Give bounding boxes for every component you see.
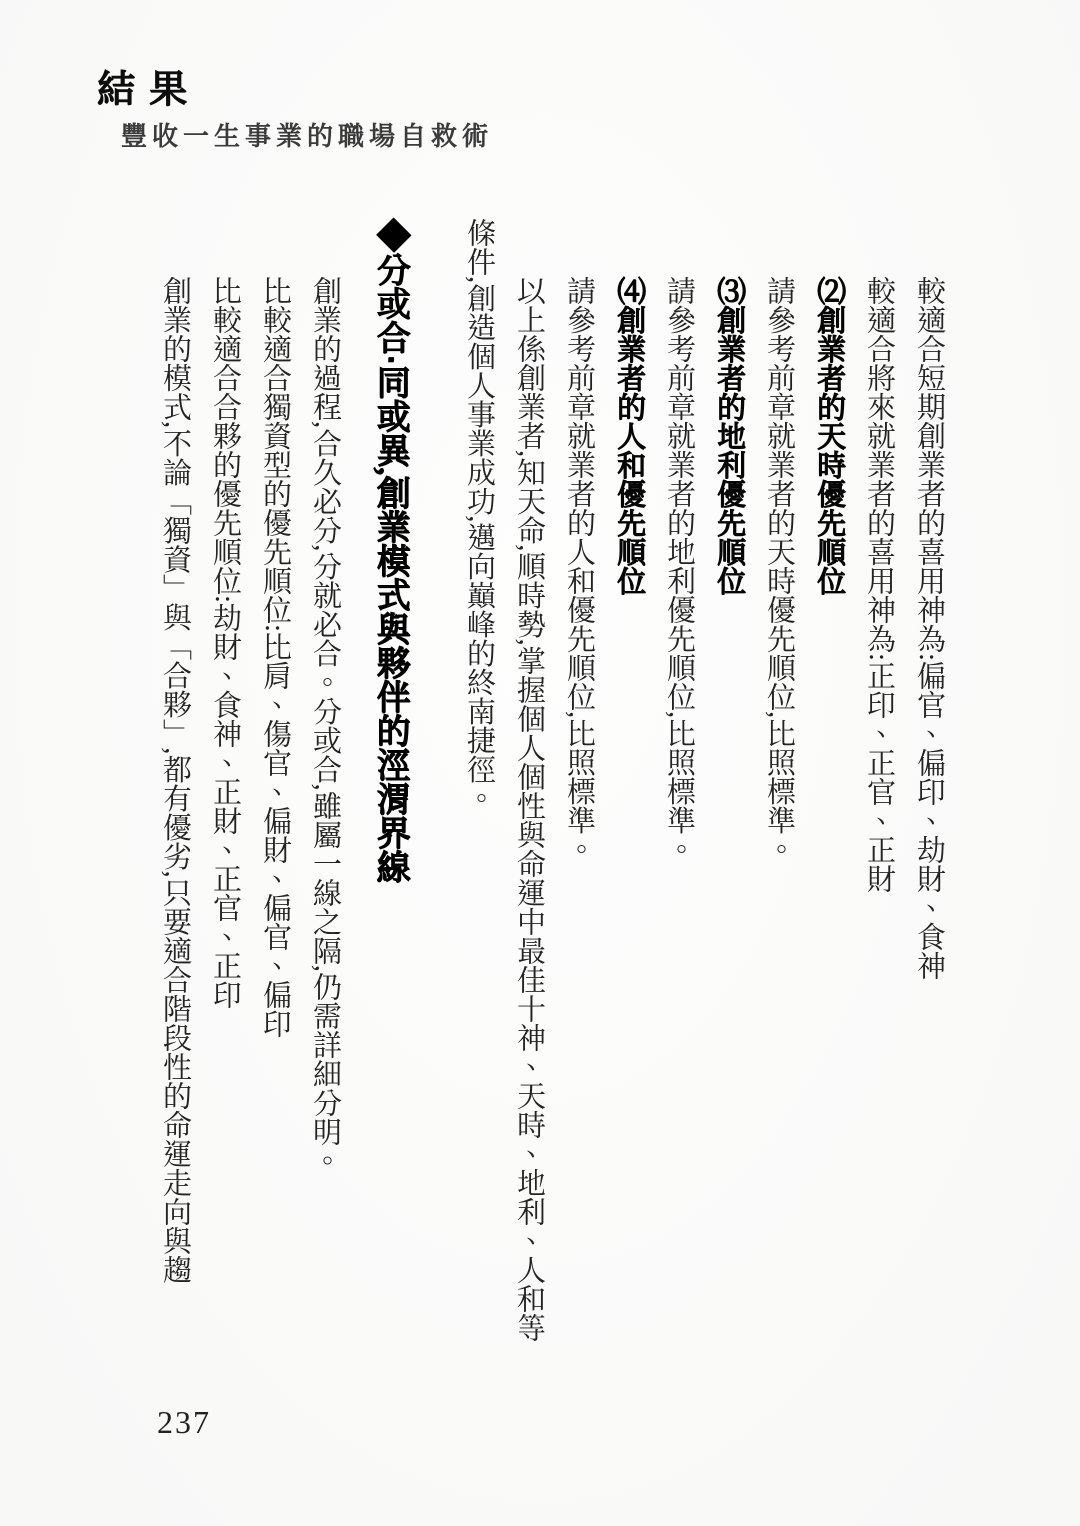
paragraph: 比較適合合夥的優先順位:劫財、食神、正財、正官、正印: [209, 276, 241, 1010]
paragraph: 創業的過程,合久必分,分就必合。分或合,雖屬一線之隔,仍需詳細分明。: [309, 276, 341, 1175]
paragraph: 以上係創業者,知天命,順時勢,掌握個人個性與命運中最佳十神、天時、地利、人和等條件,創造個人事業成功,邁向巔峰的終南捷徑。: [463, 218, 545, 1342]
paragraph: 較適合將來就業者的喜用神為:正印、正官、正財: [863, 276, 895, 894]
book-subtitle: 豐收一生事業的職場自救術: [121, 122, 494, 151]
paragraph: 比較適合獨資型的優先順位:比肩、傷官、偏財、偏官、偏印: [259, 276, 291, 1039]
page-number: 237: [157, 1404, 211, 1440]
paragraph: 請參考前章就業者的天時優先順位,比照標準。: [763, 276, 795, 864]
subheading: ⑷創業者的人和優先順位: [613, 276, 645, 595]
subheading: ⑵創業者的天時優先順位: [813, 276, 845, 595]
paragraph: 較適合短期創業者的喜用神為:偏官、偏印、劫財、食神: [913, 276, 945, 981]
section-heading: ◆分或合‧同或異,創業模式與夥伴的涇渭界線: [371, 218, 408, 884]
vertical-text-body: [150, 218, 954, 1351]
paragraph: 請參考前章就業者的地利優先順位,比照標準。: [663, 276, 695, 864]
subheading: ⑶創業者的地利優先順位: [713, 276, 745, 595]
paragraph: 創業的模式,不論「獨資」與「合夥」,都有優劣,只要適合階段性的命運走向與趨: [159, 276, 191, 1284]
paragraph: 請參考前章就業者的人和優先順位,比照標準。: [563, 276, 595, 864]
chapter-title: 結果: [97, 69, 202, 111]
